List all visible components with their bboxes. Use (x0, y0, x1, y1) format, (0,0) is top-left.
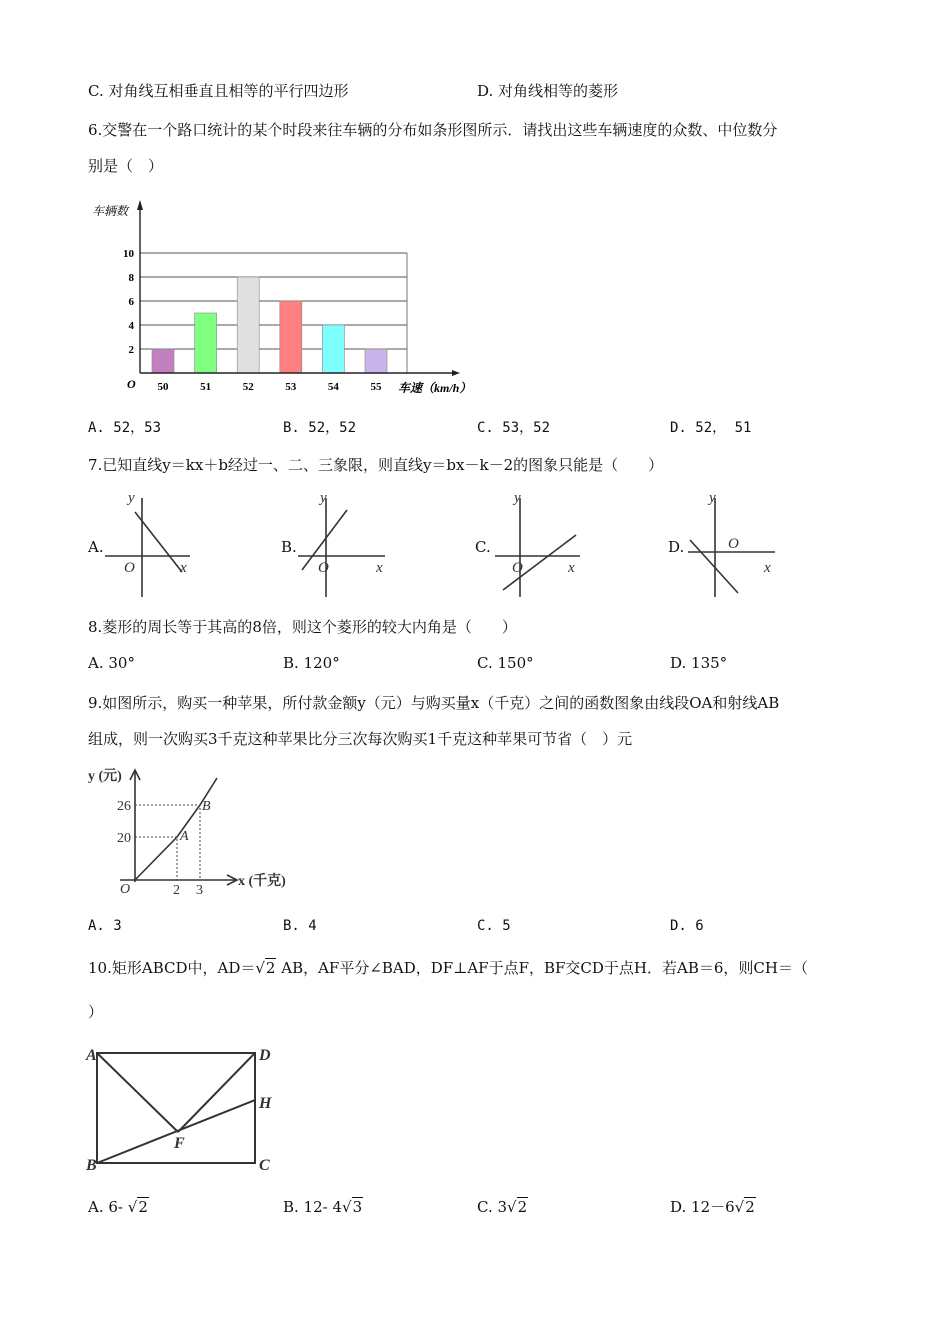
y-tick-26: 26 (117, 799, 131, 814)
q7-option-b: B. (281, 538, 297, 556)
origin-label: O (728, 536, 739, 552)
y-tick-20: 20 (117, 831, 131, 846)
origin-label: O (512, 560, 523, 576)
q9-option-c: C. 5 (477, 918, 511, 934)
q10-text-pre: 10.矩形ABCD中，AD＝ (88, 959, 256, 977)
q8-text: 8.菱形的周长等于其高的8倍，则这个菱形的较大内角是（ ） (88, 618, 517, 636)
q7-text: 7.已知直线y＝kx＋b经过一、二、三象限，则直线y＝bx－k－2的图象只能是（ ） (88, 456, 664, 474)
sqrt-radicand: 2 (138, 1198, 148, 1216)
q7-option-c: C. (475, 538, 491, 556)
y-tick-label: 10 (123, 248, 134, 260)
q5-option-c: C. 对角线互相垂直且相等的平行四边形 (88, 82, 349, 100)
y-label: y (128, 490, 135, 506)
q6-option-c: C. 53，52 (477, 420, 551, 436)
q10-text-cont: ） (88, 1003, 104, 1021)
x-tick-label: 51 (200, 381, 212, 393)
q10-option-a: A. 6- √2 (88, 1198, 148, 1216)
y-label: y (709, 490, 716, 506)
x-tick-label: 50 (157, 381, 169, 393)
label-c: C (259, 1157, 270, 1174)
q9-option-b: B. 4 (283, 918, 317, 934)
sqrt-radicand: 3 (352, 1198, 363, 1216)
label-h: H (259, 1095, 272, 1112)
option-label: A. 6- (88, 1198, 123, 1216)
y-axis-label: 车辆数 (92, 204, 129, 218)
y-tick-label: 2 (128, 344, 134, 356)
y-axis-label: y (元) (88, 769, 122, 784)
label-a: A (86, 1047, 97, 1064)
point-a-label: A (180, 829, 189, 844)
y-tick-label: 6 (128, 296, 134, 308)
sqrt-radicand: 2 (265, 959, 276, 977)
q6-option-d: D. 52， 51 (670, 420, 752, 436)
origin-label: O (318, 560, 329, 576)
q9-option-d: D. 6 (670, 918, 704, 934)
x-label: x (568, 560, 575, 576)
q10-text-post: AB，AF平分∠BAD，DF⊥AF于点F，BF交CD于点H．若AB＝6，则CH＝（ (276, 959, 808, 977)
label-b: B (86, 1157, 97, 1174)
sqrt-radicand: 2 (517, 1198, 528, 1216)
q10-option-d: D. 12－6√2 (670, 1198, 755, 1216)
option-label: C. 3 (477, 1198, 508, 1216)
q10-text: 10.矩形ABCD中，AD＝√2 AB，AF平分∠BAD，DF⊥AF于点F，BF交CD于点H．若AB＝6，则CH＝（ (88, 959, 808, 977)
label-f: F (174, 1135, 185, 1152)
q8-option-d: D. 135° (670, 654, 728, 672)
q9-option-a: A. 3 (88, 918, 122, 934)
origin-label: O (124, 560, 135, 576)
q7-option-a: A. (88, 538, 104, 556)
q6-text: 6.交警在一个路口统计的某个时段来往车辆的分布如条形图所示．请找出这些车辆速度的众数、中位数分 (88, 121, 778, 139)
option-label: B. 12- 4 (283, 1198, 343, 1216)
q5-option-d: D. 对角线相等的菱形 (477, 82, 619, 100)
x-label: x (764, 560, 771, 576)
x-axis-label: x (千克) (238, 874, 286, 889)
x-tick-label: 55 (370, 381, 382, 393)
q8-option-b: B. 120° (283, 654, 340, 672)
q6-option-a: A. 52，53 (88, 420, 162, 436)
q9-text-cont: 组成，则一次购买3千克这种苹果比分三次每次购买1千克这种苹果可节省（ ）元 (88, 730, 633, 748)
q6-option-b: B. 52，52 (283, 420, 357, 436)
point-b-label: B (202, 799, 211, 814)
q10-option-b: B. 12- 4√3 (283, 1198, 363, 1216)
origin-label: O (127, 377, 136, 391)
x-label: x (180, 560, 187, 576)
x-tick-3: 3 (196, 883, 203, 898)
y-tick-label: 4 (128, 320, 134, 332)
y-label: y (514, 490, 521, 506)
sqrt-radicand: 2 (745, 1198, 755, 1216)
y-tick-label: 8 (128, 272, 134, 284)
option-label: D. 12－6 (670, 1198, 735, 1216)
q10-option-c: C. 3√2 (477, 1198, 528, 1216)
q9-text: 9.如图所示，购买一种苹果，所付款金额y（元）与购买量x（千克）之间的函数图象由线段OA和射线AB (88, 694, 780, 712)
x-tick-label: 54 (327, 381, 339, 393)
q6-text-cont: 别是（ ） (88, 157, 164, 175)
origin-label: O (120, 882, 131, 897)
x-tick-label: 52 (242, 381, 254, 393)
y-label: y (320, 490, 327, 506)
label-d: D (259, 1047, 271, 1064)
q8-option-c: C. 150° (477, 654, 534, 672)
x-label: x (376, 560, 383, 576)
q7-option-d: D. (668, 538, 685, 556)
q8-option-a: A. 30° (88, 654, 135, 672)
x-axis-label: 车速（km/h） (398, 381, 472, 395)
x-tick-label: 53 (285, 381, 297, 393)
x-tick-2: 2 (173, 883, 180, 898)
